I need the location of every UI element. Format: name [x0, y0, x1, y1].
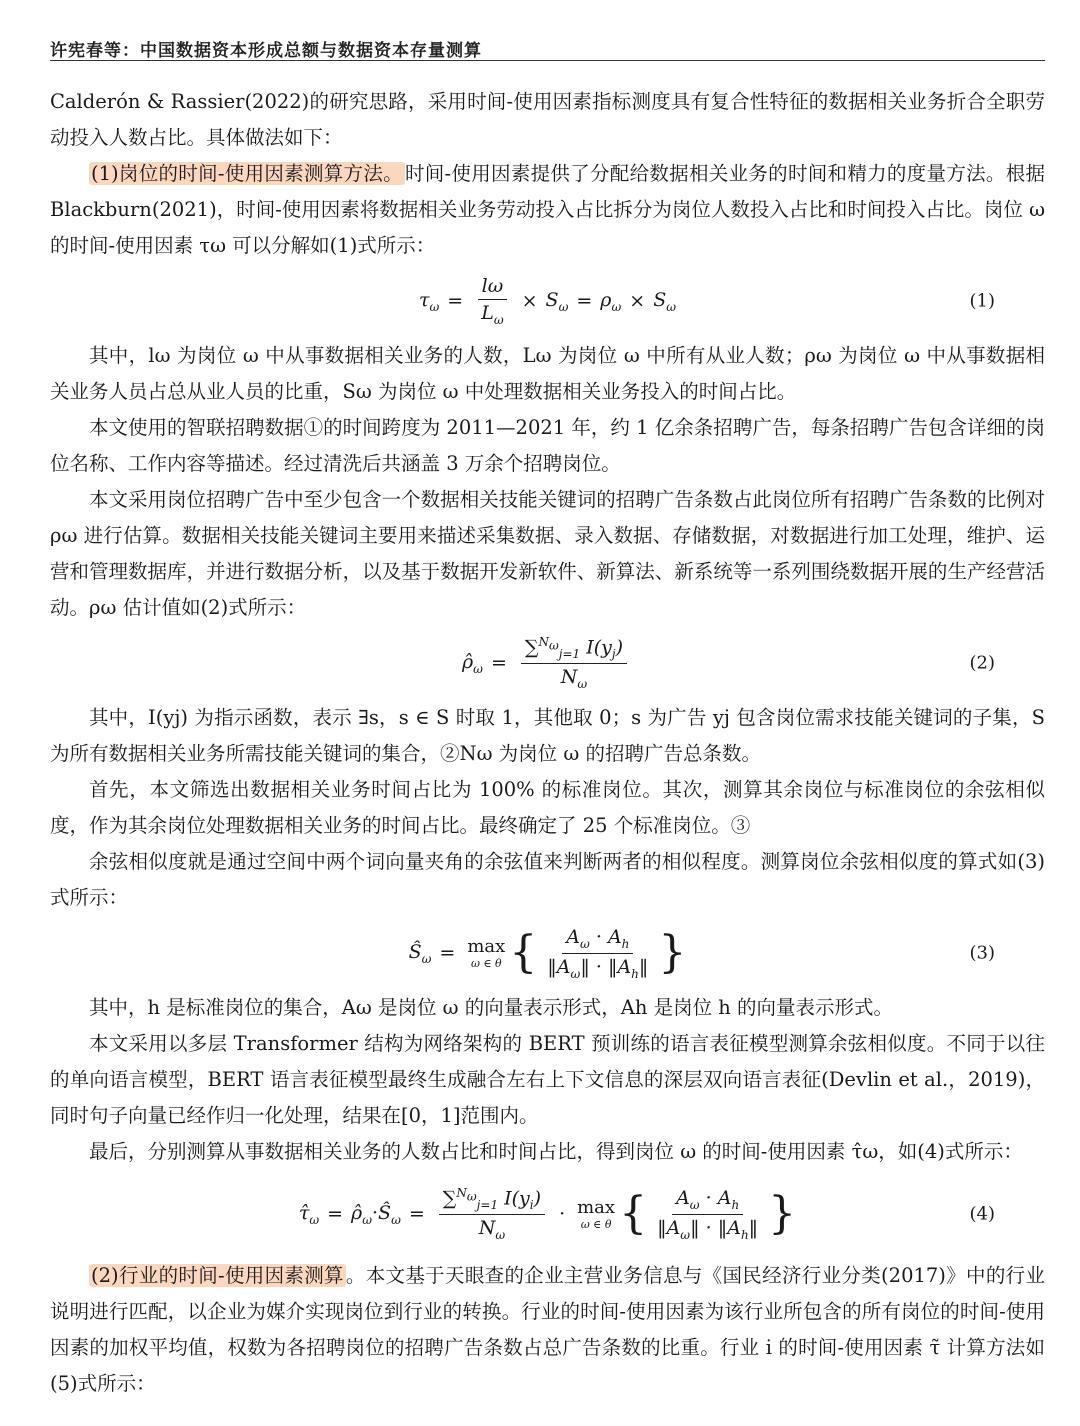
paragraph: 本文使用的智联招聘数据①的时间跨度为 2011—2021 年，约 1 亿余条招聘广告，每条招聘广告包含详细的岗位名称、工作内容等描述。经过清洗后共涵盖 3 万余个招聘岗位。: [50, 416, 1045, 475]
paragraph: Calderón & Rassier(2022)的研究思路，采用时间-使用因素指标测度具有复合性特征的数据相关业务折合全职劳动投入人数占比。具体做法如下：: [50, 90, 1045, 149]
paragraph: 最后，分别测算从事数据相关业务的人数占比和时间占比，得到岗位 ω 的时间-使用因素 τ̂ω，如(4)式所示：: [89, 1140, 1023, 1163]
page-body: [50, 84, 1045, 1402]
equation-number: (4): [969, 1203, 995, 1225]
header-rule: [50, 60, 1045, 61]
running-header: 许宪春等：中国数据资本形成总额与数据资本存量测算: [50, 41, 482, 61]
equation-number: (3): [969, 942, 995, 964]
paragraph: 其中，lω 为岗位 ω 中从事数据相关业务的人数，Lω 为岗位 ω 中所有从业人数；ρω 为岗位 ω 中从事数据相关业务人员占总从业人员的比重，Sω 为岗位 ω 中处理数据相关业务投入的时间占比。: [50, 344, 1045, 403]
paragraph: 其中，h 是标准岗位的集合，Aω 是岗位 ω 的向量表示形式，Ah 是岗位 h 的向量表示形式。: [89, 996, 894, 1019]
equation-number: (2): [969, 652, 995, 674]
paragraph-method-job: [50, 156, 1045, 264]
paragraph: 余弦相似度就是通过空间中两个词向量夹角的余弦值来判断两者的相似程度。测算岗位余弦相似度的算式如(3)式所示：: [50, 850, 1045, 909]
highlighted-heading: (1)岗位的时间-使用因素测算方法。: [91, 162, 403, 185]
paragraph-method-industry: [50, 1258, 1045, 1402]
paragraph: 本文采用以多层 Transformer 结构为网络架构的 BERT 预训练的语言表征模型测算余弦相似度。不同于以往的单向语言模型，BERT 语言表征模型最终生成融合左右上下文信息的深层双向语言表征(Devlin et al.，2019)，同时句子向量已经作归一化处理，结果在[0，1]范围内。: [50, 1032, 1045, 1127]
highlighted-heading: (2)行业的时间-使用因素测算: [91, 1264, 344, 1287]
equation-3: $Ŝ_\omega$ = max ω ∈ θ { $\frac{A_\omega \cdot A_h}{‖A_\omega‖ \cdot ‖A_h‖}$ } (3): [408, 925, 995, 981]
equation-number: (1): [969, 290, 995, 312]
paragraph: 其中，I(yj) 为指示函数，表示 ∃s，s ∈ S 时取 1，其他取 0；s 为广告 yj 包含岗位需求技能关键词的子集，S 为所有数据相关业务所需技能关键词的集合，②Nω 为岗位 ω 的招聘广告总条数。: [50, 706, 1045, 765]
paragraph-text: 时间-使用因素提供了分配给数据相关业务的时间和精力的度量方法。根据 Blackburn(2021)，时间-使用因素将数据相关业务劳动投入占比拆分为岗位人数投入占比和时间投入占比。岗位 ω 的时间-使用因素 τω 可以分解如(1)式所示：: [50, 162, 1046, 257]
equation-1: $\tau_\omega$ = $\frac{l\omega}{L_\omega}$ × $S_\omega$ = $\rho_\omega$ × $S_\omega$ (1): [418, 275, 995, 327]
paragraph: 本文采用岗位招聘广告中至少包含一个数据相关技能关键词的招聘广告条数占此岗位所有招聘广告条数的比例对 ρω 进行估算。数据相关技能关键词主要用来描述采集数据、录入数据、存储数据，对数据进行加工处理，维护、运营和管理数据库，并进行数据分析，以及基于数据开发新软件、新算法、新系统等一系列围绕数据开展的生产经营活动。ρω 估计值如(2)式所示：: [50, 488, 1045, 619]
paragraph: 首先，本文筛选出数据相关业务时间占比为 100% 的标准岗位。其次，测算其余岗位与标准岗位的余弦相似度，作为其余岗位处理数据相关业务的时间占比。最终确定了 25 个标准岗位。③: [50, 778, 1045, 837]
paragraph-text: 。本文基于天眼查的企业主营业务信息与《国民经济行业分类(2017)》中的行业说明进行匹配，以企业为媒介实现岗位到行业的转换。行业的时间-使用因素为该行业所包含的所有岗位的时间-使用因素的加权平均值，权数为各招聘岗位的招聘广告条数占总广告条数的比重。行业 i 的时间-使用因素 τ̃ 计算方法如(5)式所示：: [50, 1264, 1045, 1395]
equation-4: $\taû_\omega$ = $\rhô_\omega\cdot Ŝ_\omega$ = $\frac{\sum^{N_\omega}_{j=1} I(y_i)}{N_\omega}$ · max ω ∈ θ { $\frac{A_\omega \cdot A_h}{‖A_\omega‖ \cdot ‖A_h‖}$ } (4): [298, 1186, 995, 1242]
equation-2: $\rhô_\omega$ = $\frac{\sum^{N_\omega}_{j=1} I(y_j)}{N_\omega}$ (2): [461, 635, 995, 691]
